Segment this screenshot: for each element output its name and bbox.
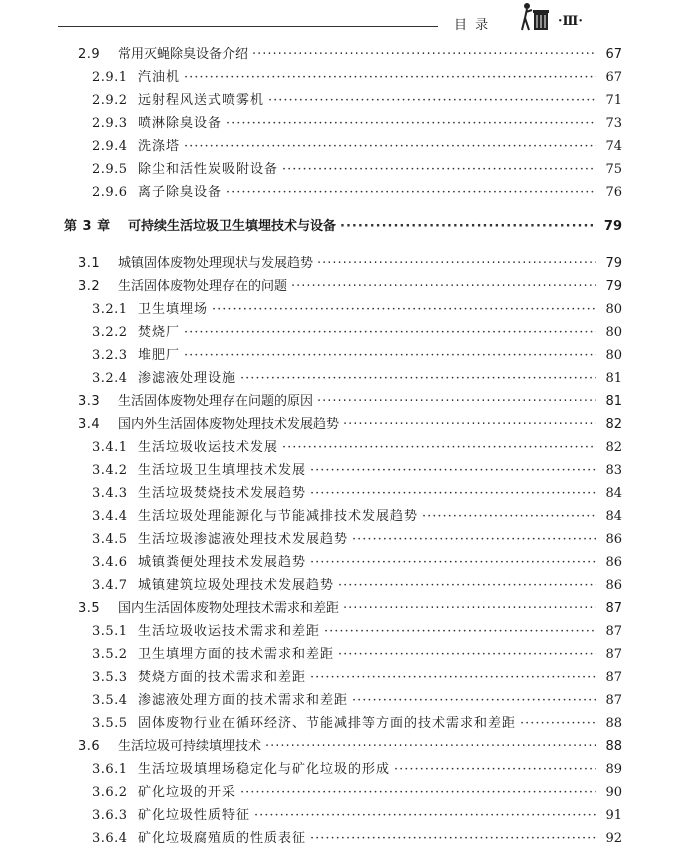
dot-leader — [240, 368, 596, 390]
recycle-bin-person-icon — [518, 2, 552, 32]
dot-leader — [352, 690, 596, 712]
dot-leader — [422, 506, 596, 528]
toc-entry[interactable] — [92, 575, 622, 597]
toc-entry-number: 3.4.6 — [92, 555, 128, 570]
toc-entry[interactable] — [78, 414, 622, 436]
toc-entry[interactable] — [92, 368, 622, 390]
toc-entry-number: 第 3 章 — [64, 219, 111, 234]
toc-entry-number: 3.5.3 — [92, 670, 128, 685]
toc-entry-page: 84 — [605, 486, 622, 501]
toc-entry-number: 2.9.1 — [92, 70, 128, 85]
toc-entry[interactable] — [92, 345, 622, 367]
toc-entry[interactable] — [92, 667, 622, 689]
dot-leader — [265, 736, 596, 758]
toc-entry-number: 3.5.4 — [92, 693, 128, 708]
toc-entry-title: 矿化垃圾的开采 — [138, 785, 237, 800]
toc-entry-number: 2.9.2 — [92, 93, 128, 108]
toc-entry[interactable] — [92, 506, 622, 528]
toc-entry-title: 生活垃圾卫生填埋技术发展 — [138, 463, 307, 478]
toc-entry-number: 2.9 — [78, 47, 101, 62]
toc-entry[interactable] — [92, 437, 622, 459]
toc-entry-page: 88 — [605, 716, 622, 731]
toc-entry-page: 73 — [605, 116, 622, 131]
toc-entry-number: 2.9.4 — [92, 139, 128, 154]
dot-leader — [212, 299, 596, 321]
toc-entry[interactable] — [78, 44, 622, 66]
toc-entry-title: 渗滤液处理方面的技术需求和差距 — [138, 693, 349, 708]
toc-entry[interactable] — [92, 805, 622, 827]
dot-leader — [520, 713, 596, 735]
toc-entry-number: 3.3 — [78, 394, 101, 409]
dot-leader — [317, 391, 596, 413]
toc-entry-title: 喷淋除臭设备 — [138, 116, 223, 131]
toc-entry-title: 生活垃圾渗滤液处理技术发展趋势 — [138, 532, 349, 547]
toc-entry-number: 3.5.1 — [92, 624, 128, 639]
toc-entry-number: 3.4.3 — [92, 486, 128, 501]
toc-entry-page: 87 — [605, 624, 622, 639]
toc-entry-title: 生活垃圾收运技术需求和差距 — [138, 624, 321, 639]
toc-entry-page: 86 — [605, 578, 622, 593]
toc-entry-title: 焚烧方面的技术需求和差距 — [138, 670, 307, 685]
dot-leader — [184, 136, 596, 158]
toc-entry-number: 3.6.1 — [92, 762, 128, 777]
header-page-number: ·Ⅲ· — [558, 14, 583, 29]
dot-leader — [310, 460, 596, 482]
toc-entry-number: 3.4.7 — [92, 578, 128, 593]
toc-entry[interactable] — [92, 322, 622, 344]
toc-entry-title: 除尘和活性炭吸附设备 — [138, 162, 279, 177]
toc-entry[interactable] — [92, 483, 622, 505]
dot-leader — [352, 529, 596, 551]
toc-entry-page: 80 — [605, 348, 622, 363]
toc-entry-title: 生活垃圾填埋场稳定化与矿化垃圾的形成 — [138, 762, 391, 777]
dot-leader — [324, 621, 596, 643]
toc-entry-page: 84 — [605, 509, 622, 524]
toc-entry-page: 67 — [605, 70, 622, 85]
toc-entry-number: 3.4.5 — [92, 532, 128, 547]
toc-entry-number: 2.9.3 — [92, 116, 128, 131]
toc-entry-page: 79 — [605, 279, 622, 294]
toc-entry-title: 洗涤塔 — [138, 139, 181, 154]
toc-entry[interactable] — [92, 690, 622, 712]
toc-entry-page: 74 — [605, 139, 622, 154]
toc-entry[interactable] — [92, 713, 622, 735]
toc-entry-page: 92 — [605, 831, 622, 846]
toc-entry[interactable] — [78, 276, 622, 298]
toc-entry-title: 远射程风送式喷雾机 — [138, 93, 265, 108]
toc-entry-page: 87 — [605, 647, 622, 662]
toc-entry-number: 3.5.2 — [92, 647, 128, 662]
dot-leader — [310, 552, 596, 574]
toc-entry-page: 87 — [605, 601, 622, 616]
dot-leader — [340, 216, 596, 238]
toc-entry-number: 2.9.5 — [92, 162, 128, 177]
dot-leader — [310, 828, 596, 850]
toc-entry-title: 国内外生活固体废物处理技术发展趋势 — [118, 417, 340, 432]
toc-entry[interactable] — [92, 159, 622, 181]
toc-entry-page: 81 — [605, 394, 622, 409]
dot-leader — [343, 414, 596, 436]
toc-entry-title: 矿化垃圾性质特征 — [138, 808, 251, 823]
toc-entry-page: 75 — [605, 162, 622, 177]
toc-entry-page: 67 — [605, 47, 622, 62]
toc-entry-title: 城镇粪便处理技术发展趋势 — [138, 555, 307, 570]
toc-entry-number: 3.4 — [78, 417, 101, 432]
toc-entry-number: 2.9.6 — [92, 185, 128, 200]
dot-leader — [282, 159, 596, 181]
toc-entry-title: 固体废物行业在循环经济、节能减排等方面的技术需求和差距 — [138, 716, 517, 731]
toc-entry[interactable] — [92, 136, 622, 158]
toc-entry-page: 91 — [605, 808, 622, 823]
toc-entry-title: 生活垃圾可持续填埋技术 — [118, 739, 262, 754]
toc-entry[interactable] — [92, 782, 622, 804]
toc-entry-title: 生活固体废物处理存在的问题 — [118, 279, 288, 294]
toc-entry-number: 3.4.1 — [92, 440, 128, 455]
toc-entry-number: 3.2 — [78, 279, 101, 294]
toc-entry-title: 焚烧厂 — [138, 325, 181, 340]
toc-entry-title: 卫生填埋方面的技术需求和差距 — [138, 647, 335, 662]
toc-entry-number: 3.4.2 — [92, 463, 128, 478]
toc-entry-number: 3.1 — [78, 256, 101, 271]
toc-entry-number: 3.2.3 — [92, 348, 128, 363]
toc-entry[interactable] — [92, 529, 622, 551]
dot-leader — [226, 113, 596, 135]
dot-leader — [291, 276, 596, 298]
toc-entry[interactable] — [92, 828, 622, 850]
toc-entry-page: 79 — [603, 219, 622, 234]
dot-leader — [184, 322, 596, 344]
toc-entry-number: 3.6.4 — [92, 831, 128, 846]
toc-entry[interactable] — [92, 67, 622, 89]
toc-entry[interactable] — [78, 253, 622, 275]
header-title: 目 录 — [454, 18, 491, 33]
dot-leader — [310, 667, 596, 689]
toc-entry-title: 矿化垃圾腐殖质的性质表征 — [138, 831, 307, 846]
toc-entry-number: 3.2.1 — [92, 302, 128, 317]
toc-entry-page: 88 — [605, 739, 622, 754]
toc-entry-number: 3.4.4 — [92, 509, 128, 524]
toc-entry[interactable] — [92, 759, 622, 781]
dot-leader — [282, 437, 596, 459]
toc-entry-page: 82 — [605, 417, 622, 432]
toc-entry-page: 86 — [605, 555, 622, 570]
toc-entry-page: 76 — [605, 185, 622, 200]
toc-entry[interactable] — [92, 90, 622, 112]
toc-entry-title: 渗滤液处理设施 — [138, 371, 237, 386]
dot-leader — [310, 483, 596, 505]
toc-entry-number: 3.6 — [78, 739, 101, 754]
toc-entry[interactable] — [78, 736, 622, 758]
toc-entry-title: 可持续生活垃圾卫生填埋技术与设备 — [128, 219, 337, 234]
toc-entry-page: 83 — [605, 463, 622, 478]
toc-entry-page: 79 — [605, 256, 622, 271]
toc-entry[interactable] — [92, 113, 622, 135]
toc-entry-page: 89 — [605, 762, 622, 777]
toc-entry-page: 82 — [605, 440, 622, 455]
toc-entry-title: 卫生填埋场 — [138, 302, 209, 317]
toc-entry-page: 87 — [605, 693, 622, 708]
page-header — [58, 4, 630, 36]
dot-leader — [268, 90, 596, 112]
toc-entry[interactable] — [92, 621, 622, 643]
dot-leader — [252, 44, 596, 66]
toc-entry-page: 87 — [605, 670, 622, 685]
header-rule — [58, 26, 438, 27]
dot-leader — [184, 345, 596, 367]
toc-entry-number: 3.5.5 — [92, 716, 128, 731]
toc-entry-title: 汽油机 — [138, 70, 181, 85]
dot-leader — [254, 805, 596, 827]
toc-entry-number: 3.5 — [78, 601, 101, 616]
toc-entry[interactable] — [92, 552, 622, 574]
toc-entry-title: 生活垃圾处理能源化与节能减排技术发展趋势 — [138, 509, 419, 524]
toc-entry-title: 生活固体废物处理存在问题的原因 — [118, 394, 314, 409]
toc-entry[interactable] — [92, 182, 622, 204]
toc-entry-number: 3.2.2 — [92, 325, 128, 340]
toc-entry-page: 71 — [605, 93, 622, 108]
toc-entry-page: 80 — [605, 302, 622, 317]
toc-entry-page: 80 — [605, 325, 622, 340]
toc-entry-title: 离子除臭设备 — [138, 185, 223, 200]
dot-leader — [343, 598, 596, 620]
toc-entry[interactable] — [92, 644, 622, 666]
toc-entry[interactable] — [92, 460, 622, 482]
dot-leader — [240, 782, 596, 804]
dot-leader — [394, 759, 596, 781]
toc-entry-title: 生活垃圾收运技术发展 — [138, 440, 279, 455]
toc-entry[interactable] — [78, 391, 622, 413]
toc-entry-page: 90 — [605, 785, 622, 800]
toc-entry[interactable] — [92, 299, 622, 321]
toc-entry-title: 堆肥厂 — [138, 348, 181, 363]
toc-entry-number: 3.6.3 — [92, 808, 128, 823]
toc-entry-title: 国内生活固体废物处理技术需求和差距 — [118, 601, 340, 616]
toc-entry-page: 86 — [605, 532, 622, 547]
toc-entry-number: 3.6.2 — [92, 785, 128, 800]
dot-leader — [338, 644, 596, 666]
toc-entry-title: 城镇建筑垃圾处理技术发展趋势 — [138, 578, 335, 593]
dot-leader — [317, 253, 596, 275]
toc-entry-title: 城镇固体废物处理现状与发展趋势 — [118, 256, 314, 271]
toc-chapter-entry[interactable] — [64, 216, 622, 238]
dot-leader — [338, 575, 596, 597]
toc-entry[interactable] — [78, 598, 622, 620]
dot-leader — [226, 182, 596, 204]
toc-entry-page: 81 — [605, 371, 622, 386]
toc-entry-title: 常用灭蝇除臭设备介绍 — [118, 47, 249, 62]
toc-entry-number: 3.2.4 — [92, 371, 128, 386]
toc-entry-title: 生活垃圾焚烧技术发展趋势 — [138, 486, 307, 501]
dot-leader — [184, 67, 596, 89]
